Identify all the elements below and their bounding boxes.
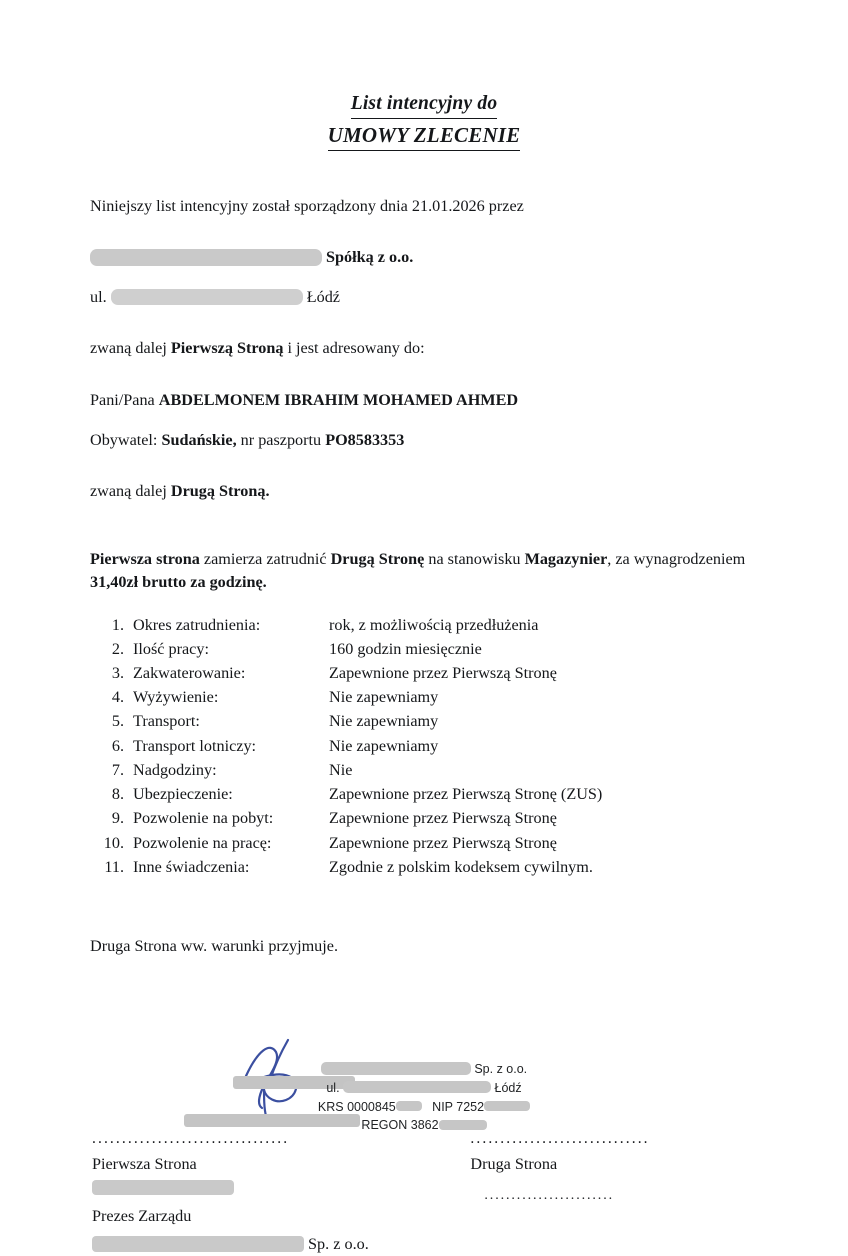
term-value: Zapewnione przez Pierwszą Stronę [329,664,557,682]
passport-number: PO8583353 [325,430,405,449]
term-number: 5. [111,712,124,731]
referred-as-suffix: i jest adresowany do: [283,339,425,358]
salutation: Pani/Pana [90,390,155,409]
terms-item [90,637,760,661]
term-value: Nie zapewniamy [329,688,439,707]
term-number: 11. [104,857,124,876]
footer-company-suffix: Sp. z o.o. [474,1062,528,1076]
first-party-term: Pierwszą Stroną [170,339,284,358]
signature-line-left: ................................. [92,1130,290,1148]
referred-as-prefix: zwaną dalej [90,339,171,358]
term-label: Pozwolenie na pobyt: [133,809,274,828]
footer-address-row [0,1079,848,1098]
term-value: Zapewnione przez Pierwszą Stronę (ZUS) [329,785,603,804]
second-referred-prefix: zwaną dalej [90,482,171,501]
term-label: Transport lotniczy: [133,736,257,755]
term-value: Zapewnione przez Pierwszą Stronę [329,833,557,852]
offer-part-4: na stanowisku [424,549,525,568]
address-prefix: ul. [90,287,107,306]
offer-part-5: , za wynagrodzeniem [607,549,746,568]
krs-label: KRS [317,1099,344,1114]
signature-line-right: .............................. [470,1130,650,1148]
second-party-name: ABDELMONEM IBRAHIM MOHAMED AHMED [158,390,519,409]
terms-item [90,734,760,758]
term-value: Nie [329,760,353,779]
intro-text-after: przez [484,196,524,215]
regon-label: REGON [361,1118,408,1133]
first-party-company-suffix: Spółką z o.o. [326,248,414,267]
document-title [0,0,848,151]
term-label: Ilość pracy: [133,639,209,658]
redaction-regon [439,1120,487,1130]
terms-item [90,855,760,879]
second-party-name-line [90,389,760,412]
offer-part-2: zamierza zatrudnić [199,549,331,568]
footer-address-city: Łódź [494,1080,522,1095]
term-label: Nadgodziny: [133,760,217,779]
offer-paragraph [90,548,760,595]
second-party-citizenship-line [90,429,760,452]
redaction-signature-company [92,1236,304,1252]
nip-value: 7252 [456,1099,485,1114]
address-city: Łódź [306,287,340,306]
signatory-role: Prezes Zarządu [92,1207,192,1226]
citizenship-value: Sudańskie, [161,430,237,449]
term-number: 6. [111,736,124,755]
first-party-reference [90,337,760,360]
intro-text-before: Niniejszy list intencyjny został sporządzony dnia [90,196,412,215]
term-label: Ubezpieczenie: [133,785,233,804]
term-label: Inne świadczenia: [133,857,250,876]
offer-part-1: Pierwsza strona [90,549,200,568]
terms-item [90,613,760,637]
footer-registry-row [0,1098,848,1117]
first-party-company-line [90,246,760,269]
signature-label-first-party: Pierwsza Strona [92,1154,197,1173]
title-line-1: List intencyjny do [351,92,498,119]
term-value: Nie zapewniamy [329,736,439,755]
signature-company-line [92,1233,470,1256]
redaction-footer-company [321,1062,471,1075]
footer-company-details [0,1060,848,1135]
term-label: Pozwolenie na pracę: [133,833,272,852]
term-label: Zakwaterowanie: [133,664,246,682]
terms-list [90,613,760,879]
document-date: 21.01.2026 [411,196,485,215]
term-label: Wyżywienie: [133,688,219,707]
term-number: 9. [111,809,124,828]
term-number: 10. [103,833,124,852]
footer-company-name-row [0,1060,848,1079]
second-party-term: Drugą Stroną. [170,482,270,501]
terms-item [90,806,760,830]
terms-item [90,782,760,806]
second-party-reference [90,480,760,503]
footer-regon-row [0,1116,848,1135]
krs-value: 0000845 [347,1099,396,1114]
signature-block-first-party [90,1130,470,1256]
terms-item [90,709,760,733]
passport-label: nr paszportu [240,430,322,449]
title-line-2: UMOWY ZLECENIE [328,122,521,151]
term-value: Zgodnie z polskim kodeksem cywilnym. [329,857,593,876]
nip-label: NIP [432,1099,453,1114]
terms-item [90,831,760,855]
term-label: Transport: [133,712,200,731]
redaction-company-name [90,249,322,266]
terms-item [90,758,760,782]
term-value: Zapewnione przez Pierwszą Stronę [329,809,557,828]
signature-company-suffix: Sp. z o.o. [308,1234,369,1253]
redaction-signatory-name [92,1180,234,1195]
offer-wage: 31,40zł brutto za godzinę. [90,573,267,592]
redaction-company-address [111,289,303,305]
redaction-krs [396,1101,422,1111]
intro-paragraph [90,195,760,218]
term-value: 160 godzin miesięcznie [329,639,482,658]
offer-position: Magazynier [524,549,608,568]
term-number: 2. [111,639,124,658]
regon-value: 3862 [410,1118,439,1133]
term-number: 7. [111,760,124,779]
term-number: 1. [111,615,124,634]
redaction-nip [484,1101,530,1111]
signature-label-second-party: Druga Strona [470,1154,558,1173]
term-number: 4. [111,688,124,707]
term-label: Okres zatrudnienia: [133,615,261,634]
term-number: 8. [111,785,124,804]
signature-line-right-secondary: ........................ [484,1187,615,1203]
acceptance-paragraph: Druga Strona ww. warunki przyjmuje. [90,936,338,955]
offer-part-3: Drugą Stronę [330,549,425,568]
term-number: 3. [111,664,124,682]
terms-item [90,661,760,685]
footer-address-prefix: ul. [326,1080,340,1095]
citizenship-label: Obywatel: [90,430,158,449]
term-value: Nie zapewniamy [329,712,439,731]
redaction-footer-address [343,1081,491,1093]
first-party-address-line [90,286,760,309]
term-value: rok, z możliwością przedłużenia [329,615,539,634]
signature-block-second-party [470,1130,760,1256]
terms-item [90,685,760,709]
